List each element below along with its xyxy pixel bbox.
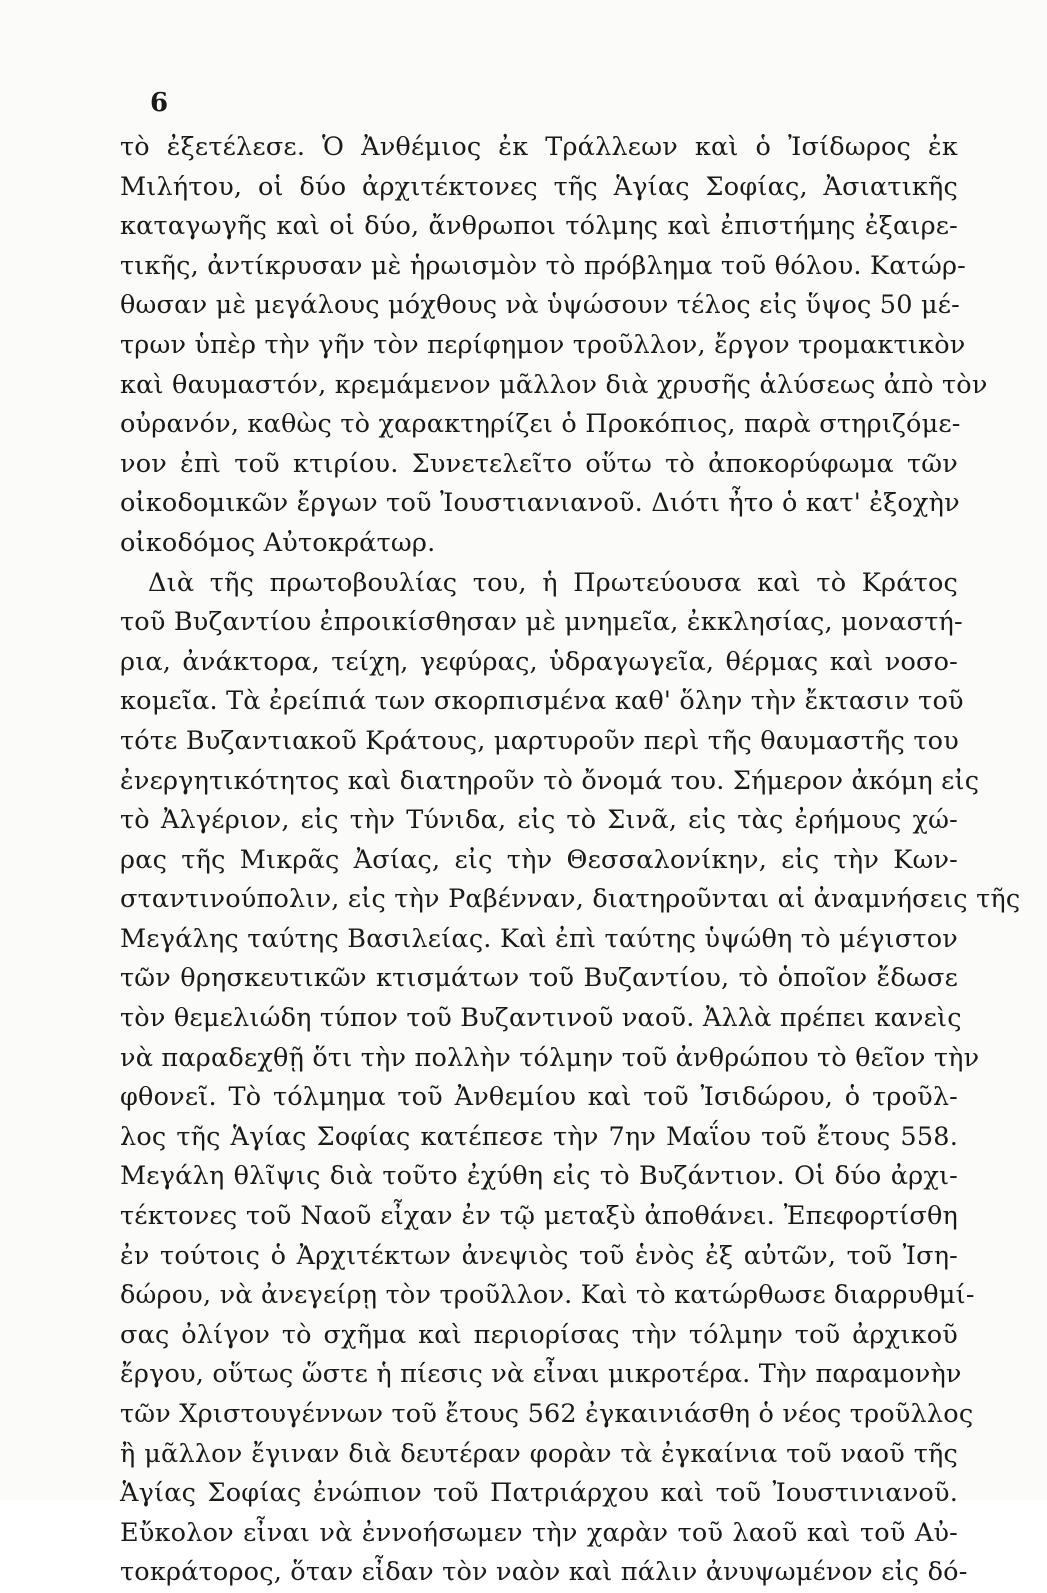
text-line: ἐν τούτοις ὁ Ἀρχιτέκτων ἀνεψιὸς τοῦ ἑνὸς ἐξ αὐτῶν, τοῦ Ἰση-	[120, 1240, 958, 1271]
text-line: φθονεῖ. Τὸ τόλμημα τοῦ Ἀνθεμίου καὶ τοῦ Ἰσιδώρου, ὁ τροῦλ-	[120, 1082, 958, 1113]
text-line: τοῦ Βυζαντίου ἐπροικίσθησαν μὲ μνημεῖα, ἐκκλησίας, μοναστή-	[120, 607, 963, 638]
text-line: θωσαν μὲ μεγάλους μόχθους νὰ ὑψώσουν τέλος εἰς ὕψος 50 μέ-	[120, 290, 960, 321]
text-line: τέκτονες τοῦ Ναοῦ εἶχαν ἐν τῷ μεταξὺ ἀποθάνει. Ἐπεφορτίσθη	[120, 1201, 958, 1232]
text-line: Μεγάλη θλῖψις διὰ τοῦτο ἐχύθη εἰς τὸ Βυζάντιον. Οἱ δύο ἀρχι-	[120, 1161, 958, 1192]
text-line: ρας τῆς Μικρᾶς Ἀσίας, εἰς τὴν Θεσσαλονίκην, εἰς τὴν Κων-	[120, 844, 958, 875]
text-line: Μιλήτου, οἱ δύο ἀρχιτέκτονες τῆς Ἁγίας Σοφίας, Ἀσιατικῆς	[120, 171, 958, 202]
text-line: οἰκοδομικῶν ἔργων τοῦ Ἰουστιανιανοῦ. Διότι ἦτο ὁ κατ' ἐξοχὴν	[120, 488, 960, 519]
text-line: τότε Βυζαντιακοῦ Κράτους, μαρτυροῦν περὶ τῆς θαυμαστῆς του	[120, 725, 959, 756]
text-line: ἢ μᾶλλον ἔγιναν διὰ δευτέραν φορὰν τὰ ἐγκαίνια τοῦ ναοῦ τῆς	[120, 1438, 958, 1469]
page-number: 6	[150, 88, 169, 118]
text-line: σταντινούπολιν, εἰς τὴν Ραβένναν, διατηροῦνται αἱ ἀναμνήσεις τῆς	[120, 884, 1021, 915]
text-line: λος τῆς Ἁγίας Σοφίας κατέπεσε τὴν 7ην Μαΐου τοῦ ἔτους 558.	[120, 1121, 958, 1152]
text-line: σας ὀλίγον τὸ σχῆμα καὶ περιορίσας τὴν τόλμην τοῦ ἀρχικοῦ	[120, 1319, 958, 1350]
text-line: τὸ ἐξετέλεσε. Ὁ Ἀνθέμιος ἐκ Τράλλεων καὶ ὁ Ἰσίδωρος ἐκ	[120, 132, 958, 162]
text-line: τῶν θρησκευτικῶν κτισμάτων τοῦ Βυζαντίου, τὸ ὁποῖον ἔδωσε	[120, 963, 958, 994]
text-line: δώρου, νὰ ἀνεγείρῃ τὸν τροῦλλον. Καὶ τὸ κατώρθωσε διαρρυθμί-	[120, 1280, 975, 1311]
text-line: τικῆς, ἀντίκρυσαν μὲ ἡρωισμὸν τὸ πρόβλημα τοῦ θόλου. Κατώρ-	[120, 250, 966, 281]
text-line: νὰ παραδεχθῇ ὅτι τὴν πολλὴν τόλμην τοῦ ἀνθρώπου τὸ θεῖον τὴν	[120, 1042, 980, 1073]
text-line: τρων ὑπὲρ τὴν γῆν τὸν περίφημον τροῦλλον, ἔργον τρομακτικὸν	[120, 329, 966, 360]
text-line: κομεῖα. Τὰ ἐρείπιά των σκορπισμένα καθ' ὅλην τὴν ἔκτασιν τοῦ	[120, 686, 964, 717]
text-line: τὸ Ἀλγέριον, εἰς τὴν Τύνιδα, εἰς τὸ Σινᾶ, εἰς τὰς ἐρήμους χώ-	[120, 805, 958, 836]
text-line: νον ἐπὶ τοῦ κτιρίου. Συνετελεῖτο οὕτω τὸ ἀποκορύφωμα τῶν	[120, 448, 958, 479]
paragraph-start-line: Διὰ τῆς πρωτοβουλίας του, ἡ Πρωτεύουσα καὶ τὸ Κράτος	[148, 567, 958, 598]
text-line: τοκράτορος, ὅταν εἶδαν τὸν ναὸν καὶ πάλιν ἀνυψωμένον εἰς δό-	[120, 1557, 968, 1588]
text-line: τῶν Χριστουγέννων τοῦ ἔτους 562 ἐγκαινιάσθη ὁ νέος τροῦλλος	[120, 1399, 974, 1429]
text-line: ρια, ἀνάκτορα, τείχη, γεφύρας, ὑδραγωγεῖα, θέρμας καὶ νοσο-	[120, 646, 958, 677]
text-line: Ἁγίας Σοφίας ἐνώπιον τοῦ Πατριάρχου καὶ τοῦ Ἰουστινιανοῦ.	[120, 1478, 958, 1509]
text-line: ἔργου, οὕτως ὥστε ἡ πίεσις νὰ εἶναι μικροτέρα. Τὴν παραμονὴν	[120, 1359, 962, 1390]
text-line: τὸν θεμελιώδη τύπον τοῦ Βυζαντινοῦ ναοῦ. Ἀλλὰ πρέπει κανεὶς	[120, 1003, 962, 1034]
text-line: ἐνεργητικότητος καὶ διατηροῦν τὸ ὄνομά του. Σήμερον ἀκόμη εἰς	[120, 765, 980, 796]
text-line: οὐρανόν, καθὼς τὸ χαρακτηρίζει ὁ Προκόπιος, παρὰ στηριζόμε-	[120, 409, 961, 440]
text-line: Μεγάλης ταύτης Βασιλείας. Καὶ ἐπὶ ταύτης ὑψώθη τὸ μέγιστον	[120, 923, 958, 954]
text-line: Εὔκολον εἶναι νὰ ἐννοήσωμεν τὴν χαρὰν τοῦ λαοῦ καὶ τοῦ Αὐ-	[120, 1517, 958, 1548]
text-line: καὶ θαυμαστόν, κρεμάμενον μᾶλλον διὰ χρυσῆς ἁλύσεως ἀπὸ τὸν	[120, 369, 988, 400]
paragraph-end-line: οἰκοδόμος Αὐτοκράτωρ.	[120, 527, 436, 558]
body-text	[120, 128, 1021, 1593]
text-line: καταγωγῆς καὶ οἱ δύο, ἄνθρωποι τόλμης καὶ ἐπιστήμης ἐξαιρε-	[120, 211, 958, 242]
